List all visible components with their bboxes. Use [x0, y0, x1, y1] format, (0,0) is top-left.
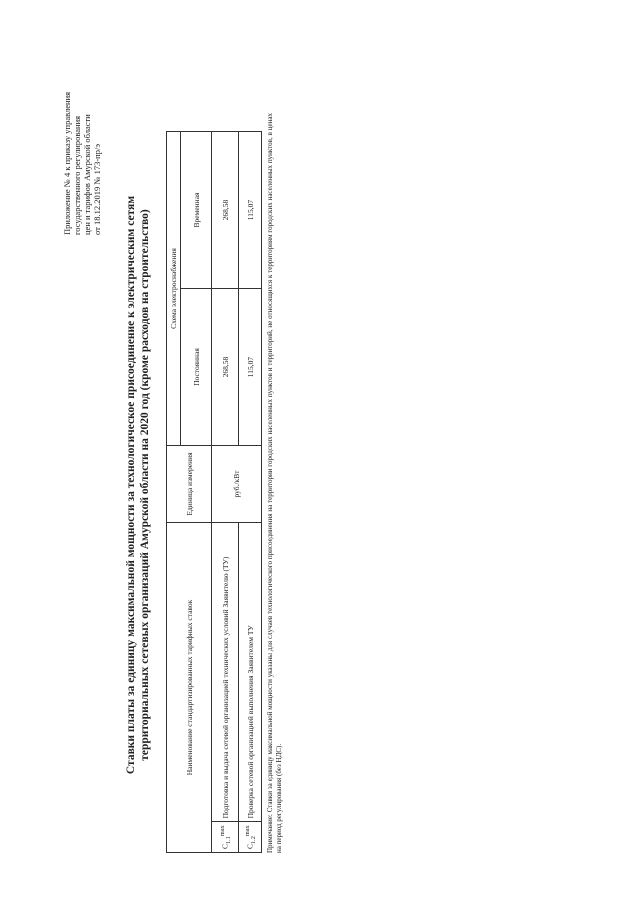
rate-code-letter: C — [220, 843, 229, 849]
permanent-value: 115,07 — [239, 289, 262, 446]
temporary-value: 268,58 — [212, 132, 239, 289]
rate-code-subscript: 1.1 — [224, 836, 232, 844]
header-unit: Единица измерения — [167, 446, 212, 523]
rate-code-letter: C — [245, 843, 254, 849]
temporary-value: 115,07 — [239, 132, 262, 289]
title-line: территориальных сетевых организаций Амурской области на 2020 год (кроме расходов на строительство) — [139, 209, 151, 761]
rate-code-superscript: max — [218, 825, 226, 837]
header-permanent: Постоянная — [181, 289, 212, 446]
rate-code-superscript: max — [243, 825, 251, 837]
unit-cell: руб./кВт — [212, 446, 262, 523]
document-title — [124, 105, 152, 865]
appendix-line: государственного регулирования — [72, 115, 82, 235]
rate-code-subscript: 1.2 — [249, 836, 257, 844]
rate-code — [212, 822, 239, 853]
tariff-table — [166, 131, 262, 853]
header-temporary: Временная — [181, 132, 212, 289]
appendix-line: цен и тарифов Амурской области — [82, 114, 92, 235]
rate-code — [239, 822, 262, 853]
table-header-row — [167, 132, 181, 853]
header-name: Наименование стандартизированных тарифных ставок — [167, 523, 212, 853]
table-row — [212, 132, 239, 853]
title-line: Ставки платы за единицу максимальной мощности за технологическое присоединение к электрическим сетям — [125, 195, 137, 775]
rate-name: Подготовка и выдача сетевой организацией технических условий Заявителю (ТУ) — [212, 523, 239, 822]
appendix-reference — [62, 45, 102, 235]
permanent-value: 268,58 — [212, 289, 239, 446]
footnote: Примечание: Ставки за единицу максимальной мощности указаны для случаев технологического присоединения на территории городских населенных пунктов и территорий, не относящихся к территориям городских населенных пунктов, в ценах на период регулирования (без НДС). — [266, 113, 283, 853]
appendix-line: от 18.12.2019 № 173-пр/э — [92, 144, 102, 235]
header-scheme: Схема электроснабжения — [167, 132, 181, 446]
rate-name: Проверка сетевой организацией выполнения Заявителем ТУ — [239, 523, 262, 822]
appendix-line: Приложение № 4 к приказу управления — [62, 91, 72, 235]
